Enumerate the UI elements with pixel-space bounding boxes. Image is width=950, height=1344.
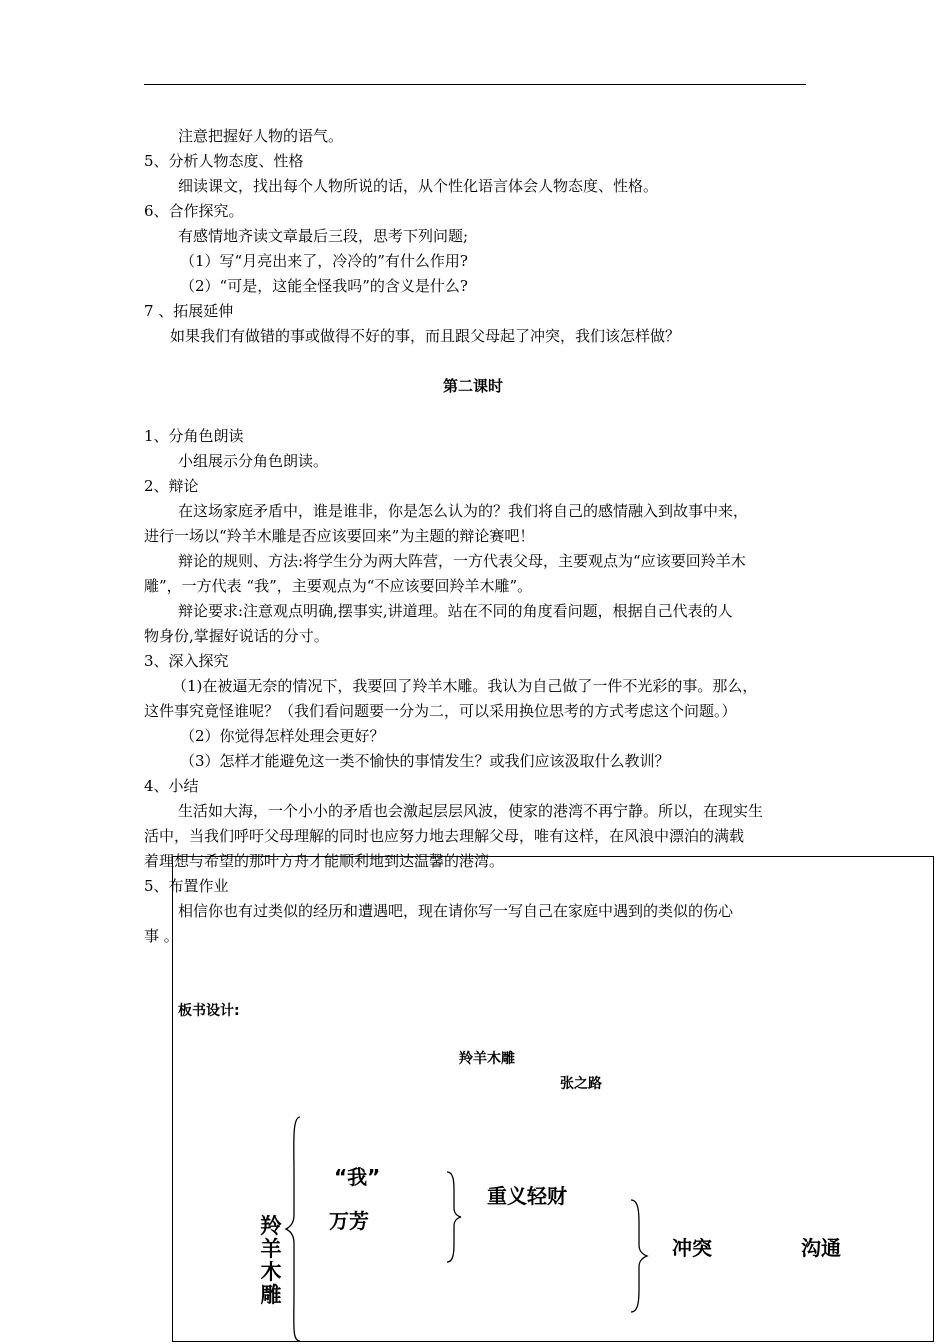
paragraph-line: 事 。 [144,927,179,945]
section-heading: 7 、拓展延伸 [144,302,234,320]
left-brace [282,1115,304,1344]
board-vertical-title [258,1215,284,1307]
paragraph-line: 辩论的规则、方法:将学生分为两大阵营，一方代表父母，主要观点为“应该要回羚羊木 [178,552,746,570]
question-line: （1)在被逼无奈的情况下，我要回了羚羊木雕。我认为自己做了一件不光彩的事。那么， [172,677,758,695]
section-heading: 5、布置作业 [144,877,229,895]
section-heading: 3、深入探究 [144,652,229,670]
board-wanfang: 万芳 [329,1209,369,1233]
section-heading: 2、辩论 [144,477,199,495]
board-me: “我” [334,1165,381,1189]
board-title: 羚羊木雕 [459,1051,515,1067]
question-line: （3）怎样才能避免这一类不愉快的事情发生？或我们应该汲取什么教训？ [180,752,670,770]
vertical-char: 羚 [260,1214,282,1238]
board-conflict: 冲突 [672,1236,712,1260]
paragraph-line: 活中，当我们呼吁父母理解的同时也应努力地去理解父母，唯有这样，在风浪中漂泊的满载 [144,827,745,845]
paragraph-line: 小组展示分角色朗读。 [178,452,329,470]
paragraph-line: 生活如大海，一个小小的矛盾也会激起层层风波，使家的港湾不再宁静。所以，在现实生 [178,802,764,820]
header-rule [144,84,806,85]
question-line: （2）你觉得怎样处理会更好？ [180,727,385,745]
paragraph-line: 有感情地齐读文章最后三段，思考下列问题; [178,227,469,245]
section-heading: 6、合作探究。 [144,202,244,220]
paragraph-line: 细读课文，找出每个人物所说的话，从个性化语言体会人物态度、性格。 [178,177,659,195]
right-brace [628,1198,650,1314]
board-communicate: 沟通 [801,1236,841,1260]
section-heading: 1、分角色朗读 [144,427,244,445]
paragraph-line: 物身份,掌握好说话的分寸。 [144,627,329,645]
board-value: 重义轻财 [487,1184,567,1208]
board-label: 板书设计: [178,1003,240,1019]
section-heading: 5、分析人物态度、性格 [144,152,304,170]
question-line: （2）“可是，这能全怪我吗”的含义是什么? [180,277,468,295]
section-heading: 4、小结 [144,777,199,795]
paragraph-line: 进行一场以“羚羊木雕是否应该要回来”为主题的辩论赛吧！ [144,527,535,545]
question-line: （1）写“月亮出来了，冷冷的”有什么作用? [180,252,468,270]
paragraph-line: 辩论要求:注意观点明确,摆事实,讲道理。站在不同的角度看问题，根据自己代表的人 [178,602,733,620]
paragraph-line: 注意把握好人物的语气。 [178,127,344,145]
vertical-char: 羊 [260,1237,282,1261]
board-author: 张之路 [560,1076,602,1092]
paragraph-line: 雕”，一方代表 “我”，主要观点为“不应该要回羚羊木雕”。 [144,577,533,595]
vertical-char: 木 [260,1260,282,1284]
paragraph-line: 如果我们有做错的事或做得不好的事，而且跟父母起了冲突，我们该怎样做？ [170,327,681,345]
middle-brace [444,1170,464,1264]
lesson-title: 第二课时 [443,377,504,395]
question-line: 这件事究竟怪谁呢？（我们看问题要一分为二，可以采用换位思考的方式考虑这个问题。） [144,702,737,720]
paragraph-line: 相信你也有过类似的经历和遭遇吧，现在请你写一写自己在家庭中遇到的类似的伤心 [178,902,734,920]
paragraph-line: 着理想与希望的那叶方舟才能顺利地到达温馨的港湾。 [144,852,505,870]
vertical-char: 雕 [260,1283,282,1307]
paragraph-line: 在这场家庭矛盾中，谁是谁非，你是怎么认为的？我们将自己的感情融入到故事中来， [178,502,749,520]
